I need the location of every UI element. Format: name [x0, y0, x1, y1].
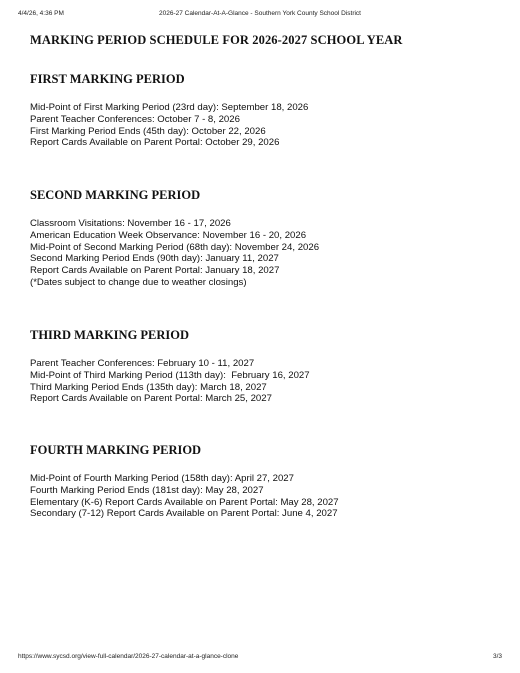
- schedule-line: Parent Teacher Conferences: October 7 - 8, 2026: [30, 113, 240, 125]
- schedule-line: Mid-Point of Fourth Marking Period (158th day): April 27, 2027: [30, 473, 294, 484]
- print-doc-title: 2026-27 Calendar-At-A-Glance - Southern York County School District: [159, 10, 361, 17]
- print-header: [18, 10, 502, 22]
- schedule-line: American Education Week Observance: November 16 - 20, 2026: [30, 229, 307, 241]
- section-heading: SECOND MARKING PERIOD: [30, 188, 201, 202]
- section-lines: [30, 218, 500, 289]
- page-title: MARKING PERIOD SCHEDULE FOR 2026-2027 SCHOOL YEAR: [30, 33, 403, 47]
- section-heading: FIRST MARKING PERIOD: [30, 72, 185, 86]
- print-datetime: 4/4/26, 4:36 PM: [18, 10, 64, 17]
- schedule-line: Mid-Point of Second Marking Period (68th day): November 24, 2026: [30, 241, 320, 253]
- schedule-line: First Marking Period Ends (45th day): October 22, 2026: [30, 125, 266, 137]
- section-first-marking-period: [30, 70, 500, 149]
- section-second-marking-period: [30, 186, 500, 289]
- document-content: [30, 30, 500, 520]
- schedule-line: Report Cards Available on Parent Portal: March 25, 2027: [30, 393, 272, 405]
- section-third-marking-period: [30, 326, 500, 405]
- schedule-line: Parent Teacher Conferences: February 10 - 11, 2027: [30, 358, 255, 369]
- schedule-line: Mid-Point of First Marking Period (23rd day): September 18, 2026: [30, 102, 309, 113]
- schedule-line: Fourth Marking Period Ends (181st day): May 28, 2027: [30, 484, 264, 496]
- section-heading: FOURTH MARKING PERIOD: [30, 443, 202, 457]
- section-lines: [30, 473, 500, 520]
- schedule-line: Elementary (K-6) Report Cards Available on Parent Portal: May 28, 2027: [30, 496, 339, 508]
- schedule-line: Third Marking Period Ends (135th day): March 18, 2027: [30, 381, 267, 393]
- print-url: https://www.sycsd.org/view-full-calendar/2026-27-calendar-at-a-glance-clone: [18, 653, 239, 660]
- section-heading: THIRD MARKING PERIOD: [30, 328, 190, 342]
- section-fourth-marking-period: [30, 441, 500, 520]
- schedule-line: Classroom Visitations: November 16 - 17, 2026: [30, 218, 231, 229]
- schedule-line: Report Cards Available on Parent Portal: January 18, 2027: [30, 265, 280, 277]
- schedule-line: Mid-Point of Third Marking Period (113th day): February 16, 2027: [30, 369, 310, 381]
- schedule-line: Secondary (7-12) Report Cards Available on Parent Portal: June 4, 2027: [30, 508, 338, 520]
- schedule-line: Second Marking Period Ends (90th day): January 11, 2027: [30, 253, 279, 265]
- section-lines: [30, 102, 500, 149]
- schedule-line: Report Cards Available on Parent Portal: October 29, 2026: [30, 137, 280, 149]
- schedule-note: (*Dates subject to change due to weather closings): [30, 276, 247, 288]
- print-page-number: 3/3: [492, 653, 502, 660]
- print-footer: [18, 653, 502, 665]
- section-lines: [30, 358, 500, 405]
